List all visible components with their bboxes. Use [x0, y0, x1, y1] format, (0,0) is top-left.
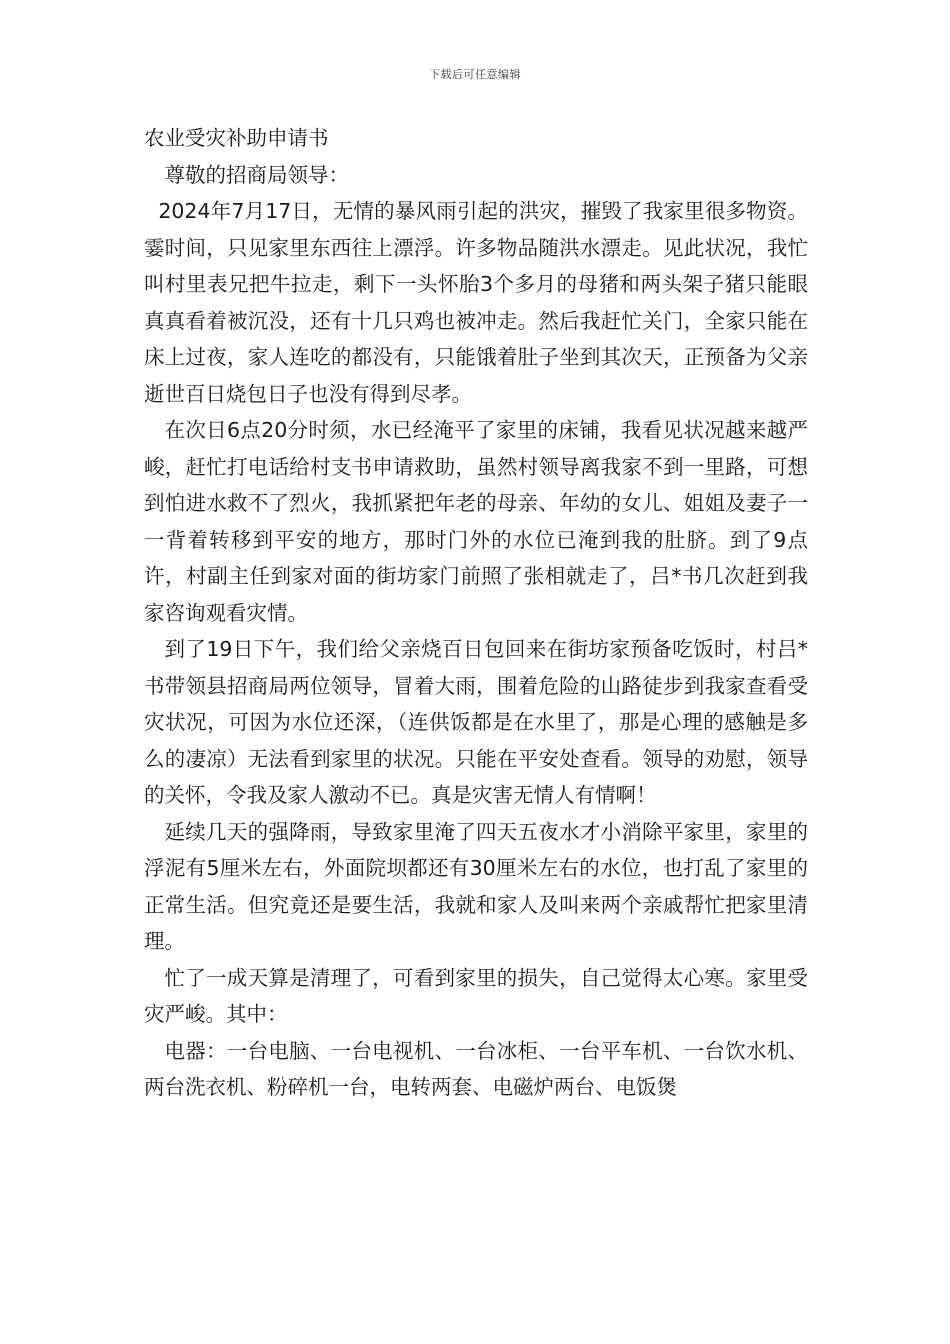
paragraph-appliances: 电器：一台电脑、一台电视机、一台冰柜、一台平车机、一台饮水机、两台洗衣机、粉碎机一台，电转两套、电磁炉两台、电饭煲	[144, 1038, 808, 1099]
header-note: 下载后可任意编辑	[429, 68, 521, 81]
salutation: 尊敬的招商局领导：	[164, 162, 349, 187]
document-body	[144, 120, 808, 1106]
paragraph-cleanup: 延续几天的强降雨，导致家里淹了四天五夜水才小消除平家里，家里的浮泥有5厘米左右，外面院坝都还有30厘米左右的水位，也打乱了家里的正常生活。但究竟还是要生活，我就和家人及叫来两个亲戚帮忙把家里清理。	[144, 819, 808, 953]
paragraph-losses-intro: 忙了一成天算是清理了，可看到家里的损失，自己觉得太心寒。家里受灾严峻。其中：	[144, 965, 808, 1026]
document-title: 农业受灾补助申请书	[144, 126, 329, 150]
paragraph-next-day: 在次日6点20分时须，水已经淹平了家里的床铺，我看见状况越来越严峻，赶忙打电话给村支书申请救助，虽然村领导离我家不到一里路，可想到怕进水救不了烈火，我抓紧把年老的母亲、年幼的女儿、姐姐及妻子一一背着转移到平安的地方，那时门外的水位已淹到我的肚脐。到了9点许，村副主任到家对面的街坊家门前照了张相就走了，吕*书几次赶到我家咨询观看灾情。	[144, 418, 808, 625]
paragraph-flood-event: 2024年7月17日，无情的暴风雨引起的洪灾，摧毁了我家里很多物资。霎时间，只见家里东西往上漂浮。许多物品随洪水漂走。见此状况，我忙叫村里表兄把牛拉走，剩下一头怀胎3个多月的母猪和两头架子猪只能眼真真看着被沉没，还有十几只鸡也被冲走。然后我赶忙关门，全家只能在床上过夜，家人连吃的都没有，只能饿着肚子坐到其次天，正预备为父亲逝世百日烧包日子也没有得到尽孝。	[144, 199, 808, 406]
paragraph-leaders-visit: 到了19日下午，我们给父亲烧百日包回来在街坊家预备吃饭时，村吕*书带领县招商局两位领导，冒着大雨，围着危险的山路徒步到我家查看受灾状况，可因为水位还深，（连供饭都是在水里了，那是心理的感触是多么的凄凉）无法看到家里的状况。只能在平安处查看。领导的劝慰，领导的关怀，令我及家人激动不已。真是灾害无情人有情啊！	[144, 637, 808, 807]
